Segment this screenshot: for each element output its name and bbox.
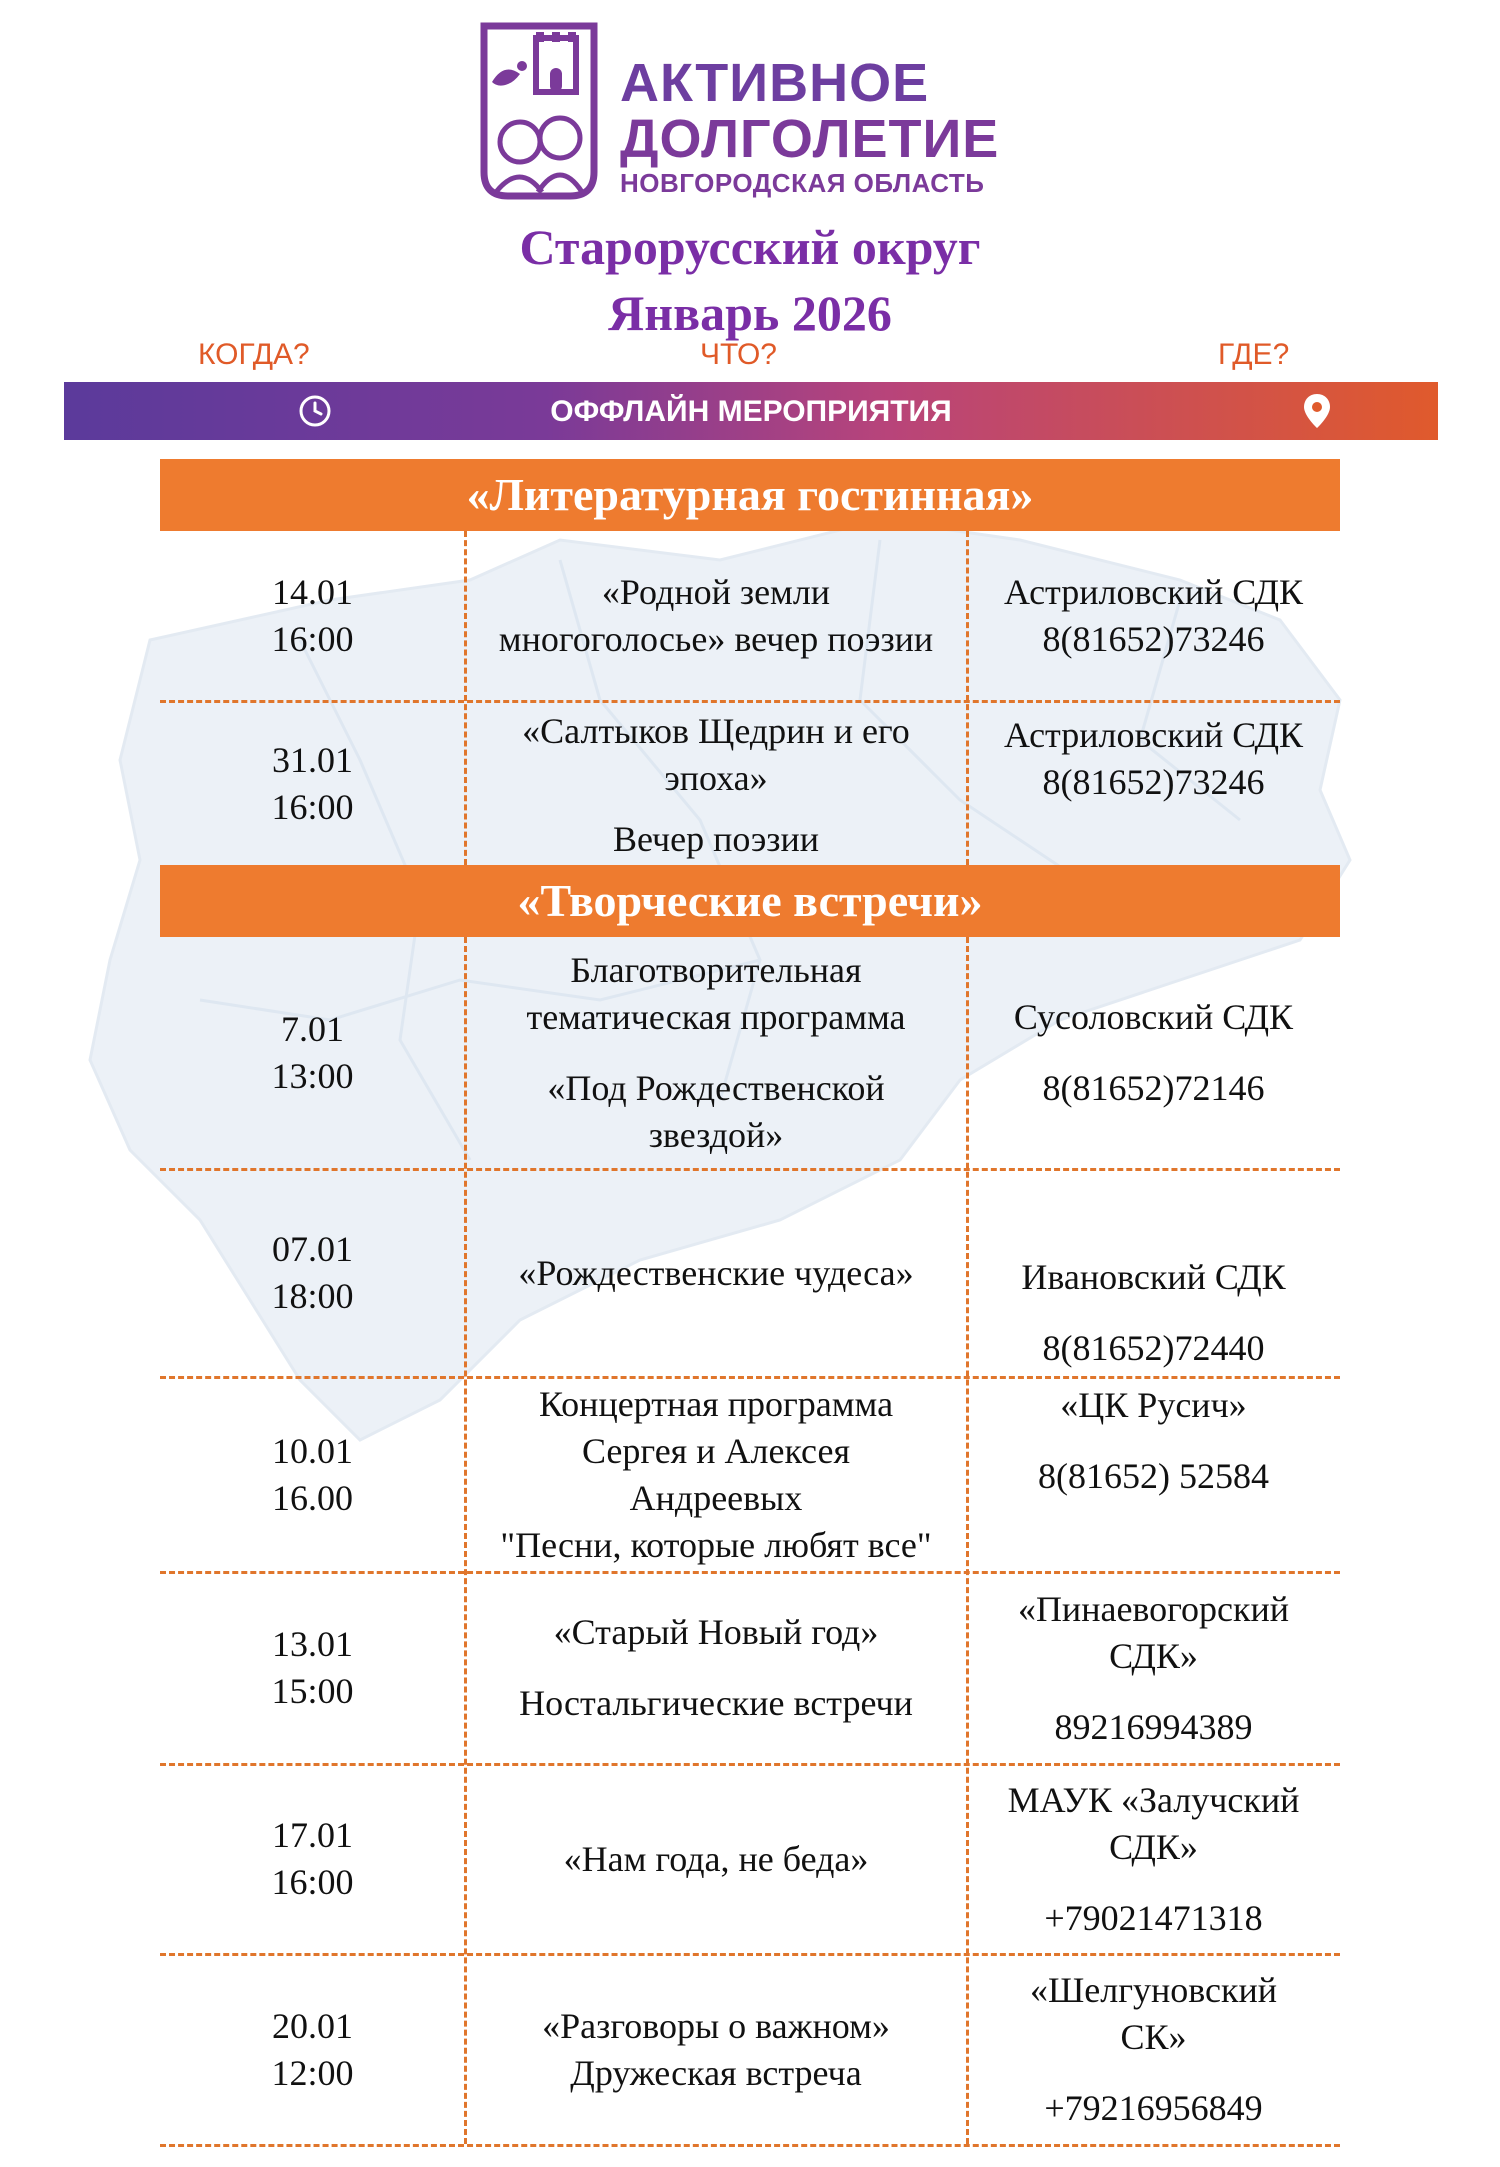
event-title: "Песни, которые любят все": [500, 1524, 932, 1565]
event-title: «Под Рождественской: [547, 1067, 885, 1108]
event-phone: 8(81652)73246: [1042, 618, 1265, 659]
table-row-what: [465, 1955, 967, 2144]
event-venue: СК»: [1120, 2017, 1187, 2057]
event-title: «Салтыков Щедрин и его: [522, 711, 910, 751]
event-title: «Родной земли: [601, 571, 831, 612]
table-row-where: [967, 1573, 1340, 1763]
event-phone: +79021471318: [1044, 1897, 1263, 1938]
event-venue: СДК»: [1109, 1826, 1198, 1867]
event-date: 13.01: [272, 1624, 353, 1664]
event-title: Сергея и Алексея: [581, 1430, 850, 1471]
row-divider: [160, 2144, 1340, 2147]
table-row-where: [967, 1170, 1340, 1376]
event-time: 15:00: [271, 1671, 354, 1711]
section-header-literary-lounge: «Литературная гостинная»: [160, 459, 1340, 531]
event-phone: +79216956849: [1044, 2088, 1263, 2128]
table-row-what: [465, 1573, 967, 1763]
event-date: 20.01: [272, 2005, 353, 2046]
event-date: 07.01: [272, 1229, 353, 1269]
event-title: многоголосье» вечер поэзии: [498, 618, 934, 659]
event-venue: Сусоловский СДК: [1013, 996, 1294, 1037]
table-row-when: [160, 531, 465, 700]
event-time: 12:00: [271, 2052, 354, 2093]
event-venue: Ивановский СДК: [1021, 1257, 1286, 1297]
event-phone: 8(81652)73246: [1042, 762, 1265, 802]
event-title: эпоха»: [664, 758, 768, 798]
event-phone: 8(81652)72440: [1042, 1328, 1265, 1368]
table-row-when: [160, 937, 465, 1168]
event-venue: «Пинаевогорский: [1017, 1588, 1290, 1629]
table-row-when: [160, 1573, 465, 1763]
table-row-where: [967, 531, 1340, 700]
section-header-creative-meetings: «Творческие встречи»: [160, 865, 1340, 937]
offline-events-banner: [64, 382, 1438, 440]
active-longevity-logo: [478, 22, 1028, 202]
event-venue: «ЦК Русич»: [1060, 1385, 1247, 1425]
table-row-when: [160, 702, 465, 865]
event-title: «Нам года, не беда»: [563, 1838, 869, 1879]
page-title-month: Январь 2026: [608, 285, 892, 341]
event-subtitle: Ностальгические встречи: [519, 1683, 913, 1723]
event-time: 16:00: [271, 1862, 354, 1902]
logo-emblem-icon: [478, 22, 600, 200]
event-venue: Астриловский СДК: [1003, 715, 1304, 755]
event-title: «Старый Новый год»: [553, 1612, 879, 1652]
event-time: 16:00: [271, 618, 354, 659]
event-title: тематическая программа: [526, 996, 906, 1037]
table-row-when: [160, 1378, 465, 1571]
event-title: звездой»: [648, 1114, 784, 1155]
location-pin-icon: [1302, 392, 1332, 430]
table-row-what: [465, 1378, 967, 1571]
event-time: 18:00: [271, 1276, 354, 1316]
event-time: 13:00: [271, 1055, 354, 1096]
logo-title-line2: ДОЛГОЛЕТИЕ: [620, 109, 1000, 169]
table-row-when: [160, 1765, 465, 1953]
column-label-when: КОГДА?: [198, 338, 310, 371]
event-time: 16:00: [271, 786, 354, 827]
event-subtitle: Дружеская встреча: [570, 2052, 862, 2093]
event-date: 31.01: [272, 739, 353, 780]
event-venue: СДК»: [1109, 1635, 1198, 1676]
event-title: «Рождественские чудеса»: [518, 1252, 914, 1293]
event-date: 17.01: [272, 1815, 353, 1855]
event-date: 10.01: [272, 1430, 353, 1471]
table-row-where: [967, 1765, 1340, 1953]
event-phone: 8(81652) 52584: [1038, 1456, 1269, 1496]
logo-title-line1: АКТИВНОЕ: [620, 53, 930, 113]
table-row-what: [465, 1170, 967, 1376]
event-phone: 89216994389: [1054, 1706, 1253, 1747]
table-row-what: [465, 531, 967, 700]
table-row-where: [967, 1378, 1340, 1571]
column-label-what: ЧТО?: [700, 338, 777, 371]
event-date: 14.01: [272, 571, 353, 612]
event-date: 7.01: [281, 1008, 344, 1049]
logo-region: НОВГОРОДСКАЯ ОБЛАСТЬ: [620, 168, 985, 198]
table-row-what: [465, 1765, 967, 1953]
event-subtitle: Вечер поэзии: [612, 819, 820, 859]
banner-title: ОФФЛАЙН МЕРОПРИЯТИЯ: [550, 395, 952, 428]
page-title-district: Старорусский округ: [519, 219, 981, 275]
table-row-what: [465, 702, 967, 865]
column-label-where: ГДЕ?: [1218, 338, 1290, 371]
event-venue: МАУК «Залучский: [1007, 1779, 1300, 1820]
table-row-where: [967, 937, 1340, 1168]
event-title: Андреевых: [629, 1477, 803, 1518]
table-row-when: [160, 1955, 465, 2144]
event-phone: 8(81652)72146: [1042, 1067, 1265, 1108]
event-title: Концертная программа: [538, 1383, 894, 1424]
table-row-where: [967, 1955, 1340, 2144]
event-time: 16.00: [272, 1477, 353, 1518]
table-row-when: [160, 1170, 465, 1376]
event-title: Благотворительная: [570, 949, 862, 990]
event-venue: «Шелгуновский: [1029, 1970, 1278, 2010]
table-row-where: [967, 702, 1340, 865]
event-venue: Астриловский СДК: [1003, 571, 1304, 612]
event-title: «Разговоры о важном»: [542, 2005, 890, 2046]
table-row-what: [465, 937, 967, 1168]
